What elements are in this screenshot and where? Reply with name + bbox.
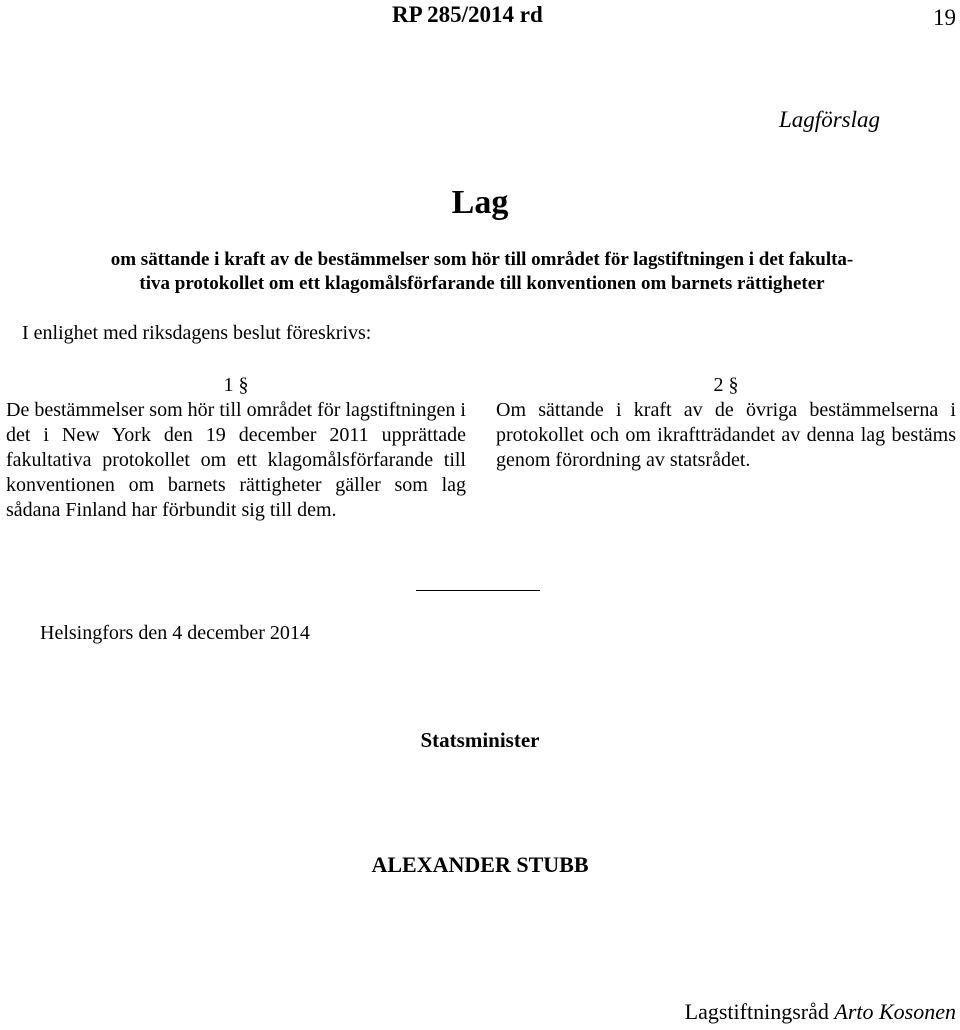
section-2-text: Om sättande i kraft av de övriga bestämmelserna i protokollet och om ikraftträdandet av denna lag bestäms genom förordning av statsrådet.	[496, 399, 956, 471]
subtitle-line-1: om sättande i kraft av de bestämmelser som hör till området för lagstiftningen i det fakulta-	[110, 249, 854, 270]
page-number: 19	[933, 5, 956, 30]
section-2	[496, 374, 956, 473]
law-subtitle	[8, 248, 956, 296]
divider-line	[416, 590, 540, 591]
counsel-title: Lagstiftningsråd	[684, 999, 829, 1024]
proposal-label: Lagförslag	[779, 107, 880, 132]
signer-title: Statsminister	[420, 728, 540, 752]
enacting-clause: I enlighet med riksdagens beslut föreskrivs:	[22, 322, 372, 344]
signer-name: ALEXANDER STUBB	[371, 852, 589, 877]
subtitle-line-2: tiva protokollet om ett klagomålsförfarande till konventionen om barnets rättigheter	[139, 273, 825, 294]
document-title: Lag	[451, 184, 509, 221]
section-1-heading: 1 §	[223, 374, 249, 396]
section-2-heading: 2 §	[713, 374, 739, 396]
counsel-signature	[685, 999, 956, 1025]
section-1	[6, 374, 466, 523]
document-reference: RP 285/2014 rd	[392, 2, 543, 27]
place-and-date: Helsingfors den 4 december 2014	[40, 622, 310, 644]
counsel-name: Arto Kosonen	[834, 999, 956, 1024]
section-1-text: De bestämmelser som hör till området för lagstiftningen i det i New York den 19 december 2011 upprättade fakultativa protokollet om ett klagomålsförfarande till konventionen om barnets rättigheter gäller som lag sådana Finland har förbundit sig till dem.	[6, 399, 466, 521]
